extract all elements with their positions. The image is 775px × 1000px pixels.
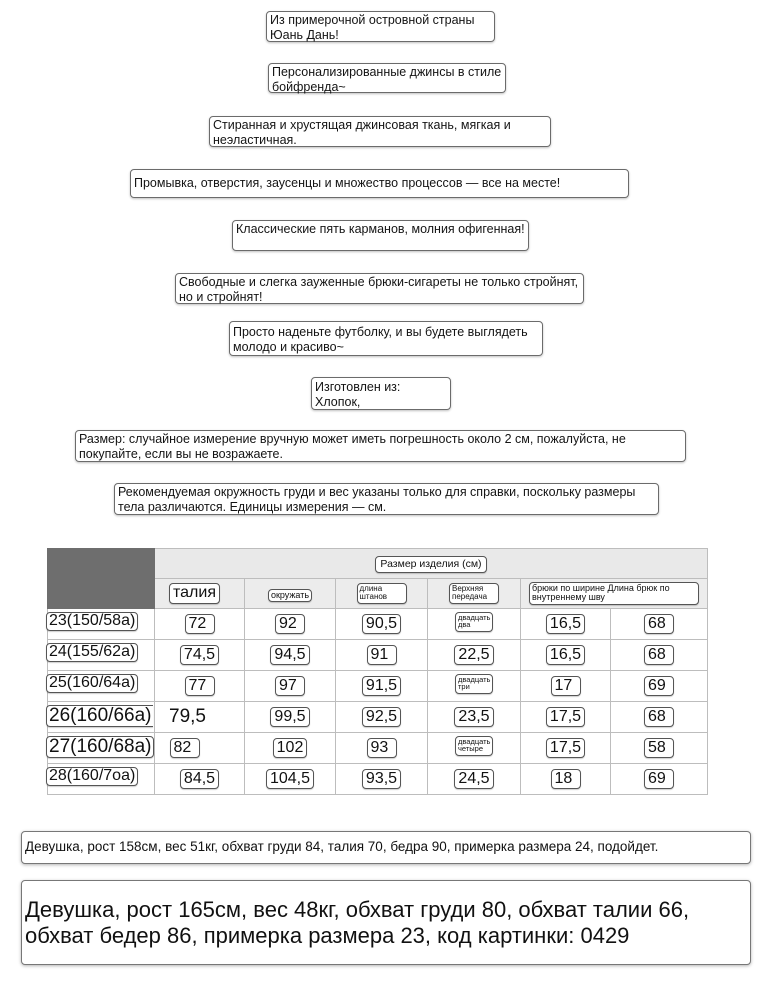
table-cell (611, 609, 708, 640)
cell-value: 24,5 (454, 769, 493, 790)
size-label: 23(150/58a) (46, 612, 138, 631)
table-cell (611, 671, 708, 702)
cell-value: 93 (367, 738, 397, 759)
cell-value: 16,5 (546, 614, 585, 635)
caption-tshirt: Просто наденьте футболку, и вы будете выглядеть молодо и красиво~ (229, 321, 543, 356)
table-cell (428, 702, 521, 733)
caption-processes: Промывка, отверстия, заусенцы и множество процессов — все на месте! (130, 169, 629, 198)
model-note-165 (21, 880, 751, 965)
row-header-26 (48, 702, 155, 733)
row-header-24 (48, 640, 155, 671)
table-cell (245, 702, 336, 733)
cell-value: 84,5 (180, 769, 219, 790)
col-header-hip (245, 579, 336, 609)
col-header-label: талия (169, 583, 220, 604)
caption-material: Изготовлен из: Хлопок, (311, 377, 451, 410)
cell-value: двадцать три (455, 674, 493, 694)
cell-value: 92 (275, 614, 305, 635)
size-label: 26(160/66a) (46, 705, 153, 727)
group-header-label: Размер изделия (см) (375, 556, 486, 573)
model-note-158 (21, 831, 751, 864)
caption-boyfriend-jeans: Персонализированные джинсы в стиле бойфренда~ (268, 63, 506, 93)
table-cell (155, 671, 245, 702)
table-cell (611, 702, 708, 733)
col-header-width-inseam (521, 579, 708, 609)
model-note-text: Девушка, рост 165см, вес 48кг, обхват груди 80, обхват талии 66, обхват бедер 86, примерка размера 23, код картинки: 0429 (25, 897, 690, 949)
table-cell (521, 671, 611, 702)
table-cell (155, 764, 245, 795)
table-cell (336, 702, 428, 733)
model-note-text: Девушка, рост 158см, вес 51кг, обхват груди 84, талия 70, бедра 90, примерка размера 24, подойдет. (25, 839, 659, 854)
caption-size-note: Размер: случайное измерение вручную может иметь погрешность около 2 см, пожалуйста, не покупайте, если вы не возражаете. (75, 430, 686, 462)
caption-origin: Из примерочной островной страны Юань Дань! (266, 11, 495, 42)
cell-value: 16,5 (546, 645, 585, 666)
cell-value: 22,5 (454, 645, 493, 666)
cell-value: двадцать четыре (455, 736, 493, 756)
table-cell (336, 764, 428, 795)
col-header-label (529, 582, 699, 605)
cell-value: 58 (644, 738, 674, 759)
table-cell (428, 671, 521, 702)
cell-value: 69 (644, 676, 674, 697)
col-header-width: брюки по ширине (532, 582, 606, 593)
row-header-28 (48, 764, 155, 795)
cell-value: 17,5 (546, 707, 585, 728)
size-label: 27(160/68a) (46, 736, 154, 758)
table-cell (336, 733, 428, 764)
col-header-label: окружать (268, 589, 312, 602)
cell-value: 23,5 (454, 707, 493, 728)
table-cell (611, 764, 708, 795)
cell-value: 97 (275, 676, 305, 697)
table-cell (428, 609, 521, 640)
table-cell (245, 609, 336, 640)
table-corner (48, 549, 155, 609)
cell-value: 91 (367, 645, 397, 666)
cell-value: 93,5 (362, 769, 401, 790)
cell-value: 69 (644, 769, 674, 790)
table-cell (336, 671, 428, 702)
cell-value: 77 (185, 676, 215, 697)
cell-value: 74,5 (180, 645, 219, 666)
table-cell (245, 640, 336, 671)
cell-value: 68 (644, 707, 674, 728)
cell-value: 90,5 (362, 614, 401, 635)
cell-value: 17 (551, 676, 581, 697)
cell-value: 104,5 (266, 769, 314, 790)
table-cell (336, 609, 428, 640)
cell-value: 94,5 (270, 645, 309, 666)
size-label: 25(160/64a) (46, 674, 138, 693)
col-header-waist (155, 579, 245, 609)
cell-value: 17,5 (546, 738, 585, 759)
cell-value: 79,5 (169, 706, 206, 728)
row-header-27 (48, 733, 155, 764)
table-cell (336, 640, 428, 671)
cell-value: 68 (644, 614, 674, 635)
row-header-25 (48, 671, 155, 702)
cell-value: 99,5 (270, 707, 309, 728)
table-cell (521, 702, 611, 733)
cell-value: 91,5 (362, 676, 401, 697)
cell-value: 102 (273, 738, 308, 759)
table-cell (428, 733, 521, 764)
size-label: 24(155/62a) (46, 643, 138, 662)
col-header-inseam: Длина брюк по внутреннему шву (532, 582, 670, 603)
col-header-label: длина штанов (357, 583, 407, 604)
caption-fabric: Стиранная и хрустящая джинсовая ткань, мягкая и неэластичная. (209, 116, 551, 147)
table-cell (155, 702, 245, 733)
table-cell (155, 609, 245, 640)
table-cell (155, 733, 245, 764)
table-cell (611, 640, 708, 671)
caption-reference-note: Рекомендуемая окружность груди и вес указаны только для справки, поскольку размеры тела различаются. Единицы измерения — см. (114, 483, 659, 515)
caption-cigarette-pants: Свободные и слегка зауженные брюки-сигареты не только стройнят, но и стройнят! (175, 273, 584, 304)
row-header-23 (48, 609, 155, 640)
table-cell (245, 671, 336, 702)
group-header-cell (155, 549, 708, 579)
cell-value: 72 (185, 614, 215, 635)
table-cell (428, 640, 521, 671)
col-header-length (336, 579, 428, 609)
col-header-rise (428, 579, 521, 609)
table-cell (428, 764, 521, 795)
table-cell (521, 609, 611, 640)
table-cell (245, 764, 336, 795)
cell-value: двадцать два (455, 612, 493, 632)
caption-pockets: Классические пять карманов, молния офигенная! (232, 220, 529, 251)
size-label: 28(160/7oa) (46, 767, 138, 786)
cell-value: 92,5 (362, 707, 401, 728)
cell-value: 18 (551, 769, 581, 790)
table-cell (155, 640, 245, 671)
cell-value: 68 (644, 645, 674, 666)
table-cell (521, 640, 611, 671)
table-cell (245, 733, 336, 764)
col-header-label: Верхняя передача (449, 583, 499, 604)
size-table (47, 548, 708, 795)
cell-value: 82 (170, 738, 200, 759)
table-cell (611, 733, 708, 764)
table-cell (521, 764, 611, 795)
table-cell (521, 733, 611, 764)
